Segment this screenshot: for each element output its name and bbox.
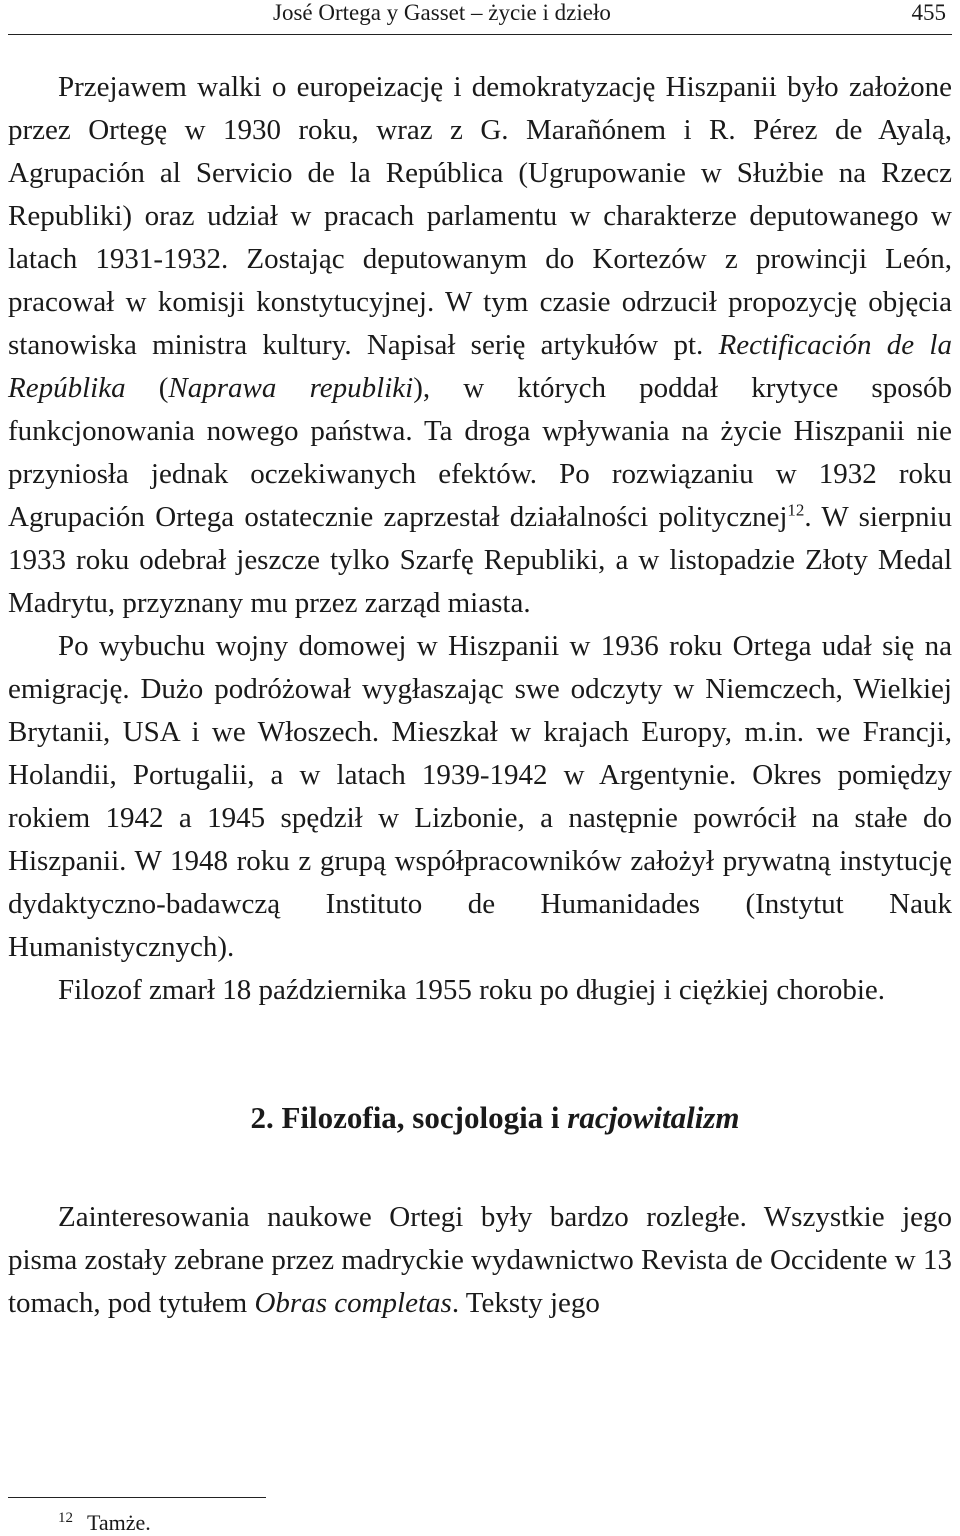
italic-translation: Naprawa republiki [168, 372, 414, 404]
page-number: 455 [911, 0, 946, 25]
text-run: ), w których poddał krytyce sposób funkcjonowania nowego państwa. Ta droga wpływania na życie Hiszpanii nie przyniosła jednak oczekiwanych efektów. Po rozwiązaniu w 1932 roku Agrupación Ortega ostatecznie zaprzestał działalności politycznej [8, 372, 952, 533]
text-run: ( [125, 372, 169, 404]
section-text [8, 1196, 952, 1325]
paragraph: Po wybuchu wojny domowej w Hiszpanii w 1936 roku Ortega udał się na emigrację. Dużo podróżował wygłaszając swe odczyty w Niemczech, Wielkiej Brytanii, USA i we Włoszech. Mieszkał w krajach Europy, m.in. we Francji, Holandii, Portugalii, a w latach 1939-1942 w Argentynie. Okres pomiędzy rokiem 1942 a 1945 spędził w Lizbonie, a następnie powrócił na stałe do Hiszpanii. W 1948 roku z grupą współpracowników założył prywatną instytucję dydaktyczno-badawczą Instituto de Humanidades (Instytut Nauk Humanistycznych). [8, 630, 952, 963]
paragraph [8, 1196, 952, 1325]
footnote-reference[interactable]: 12 [787, 500, 805, 520]
text-run: Zainteresowania naukowe Ortegi były bardzo rozległe. Wszystkie jego pisma zostały zebrane przez madryckie wydawnictwo Revista de Occidente w 13 tomach, pod tytułem [8, 1201, 952, 1319]
running-head-title: José Ortega y Gasset – życie i dzieło [273, 0, 611, 25]
running-head [8, 0, 952, 35]
footnote-text: Tamże. [87, 1510, 151, 1535]
italic-title: Rectificación de la Repúblika [8, 329, 952, 404]
section-heading [8, 1098, 952, 1138]
paragraph: Filozof zmarł 18 października 1955 roku po długiej i ciężkiej chorobie. [58, 974, 886, 1006]
footnote [58, 1510, 151, 1536]
paragraph [8, 66, 952, 625]
footnote-number: 12 [58, 1509, 73, 1526]
text-run: . Teksty jego [451, 1287, 600, 1319]
text-run: Przejawem walki o europeizację i demokratyzację Hiszpanii było założone przez Ortegę w 1930 roku, wraz z G. Marañónem i R. Pérez de Ayalą, Agrupación al Servicio de la República (Ugrupowanie w Służbie na Rzecz Republiki) oraz udział w pracach parlamentu w charakterze deputowanego w latach 1931-1932. Zostając deputowanym do Kortezów z prowincji León, pracował w komisji konstytucyjnej. W tym czasie odrzucił propozycję objęcia stanowiska ministra kultury. Napisał serię artykułów pt. [8, 71, 952, 361]
section-heading-italic: racjowitalizm [567, 1100, 740, 1135]
body-text [8, 66, 952, 1012]
italic-title: Obras completas [254, 1287, 452, 1319]
text-run: . W sierpniu 1933 roku odebrał jeszcze tylko Szarfę Republiki, a w listopadzie Złoty Medal Madrytu, przyznany mu przez zarząd miasta. [8, 501, 952, 619]
section-heading-text: 2. Filozofia, socjologia i [250, 1100, 568, 1135]
footnote-divider [8, 1497, 266, 1498]
